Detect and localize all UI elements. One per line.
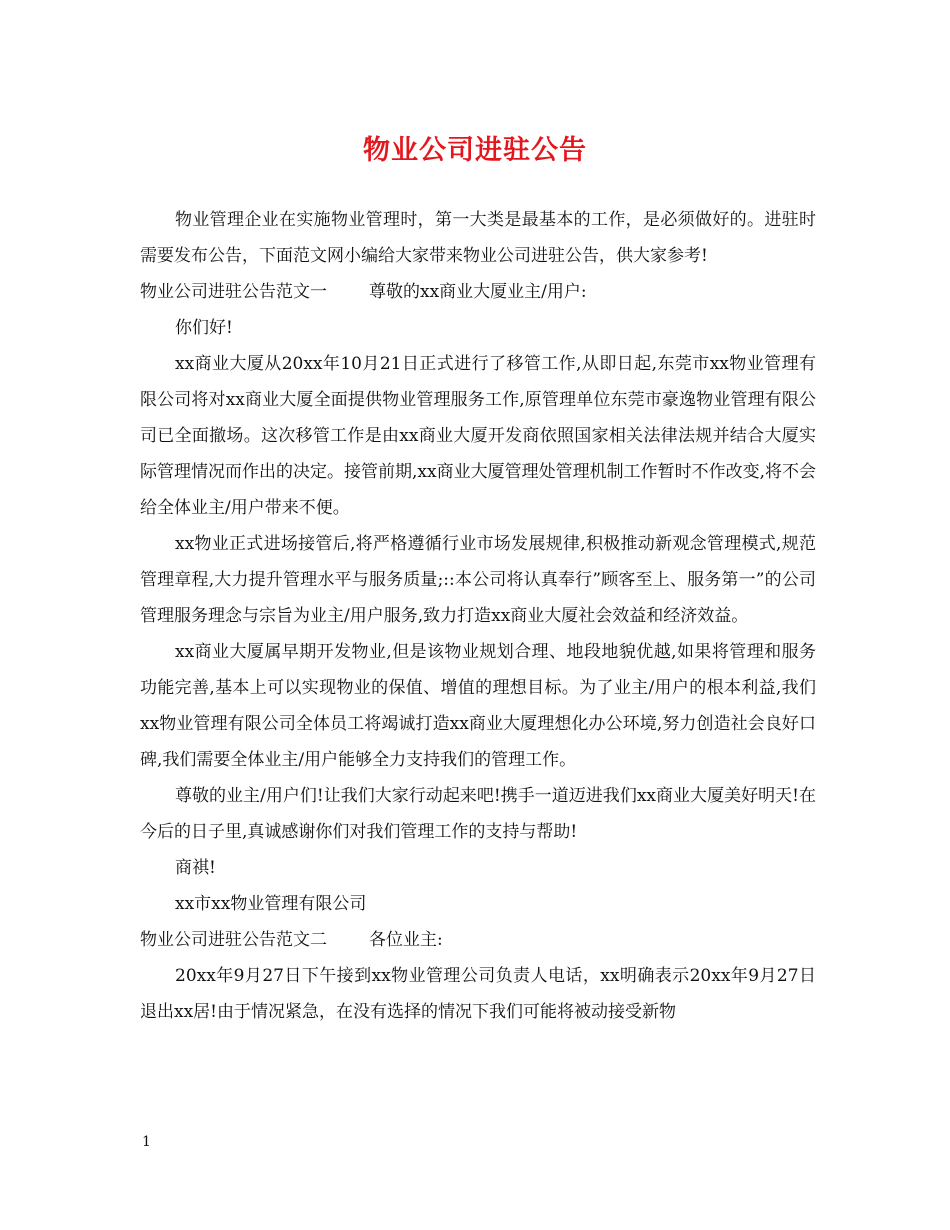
page-number: 1 (142, 1134, 151, 1150)
document-body (140, 202, 816, 1030)
intro-paragraph: 物业管理企业在实施物业管理时，第一大类是最基本的工作，是必须做好的。进驻时需要发布公告，下面范文网小编给大家带来物业公司进驻公告，供大家参考! (140, 210, 816, 266)
sample2-heading-line (140, 922, 816, 958)
sample1-paragraph-1: xx商业大厦从20xx年10月21日正式进行了移管工作,从即日起,东莞市xx物业管理有限公司将对xx商业大厦全面提供物业管理服务工作,原管理单位东莞市豪逸物业管理有限公司已全面撤场。这次移管工作是由xx商业大厦开发商依照国家相关法律法规并结合大厦实际管理情况而作出的决定。接管前期,xx商业大厦管理处管理机制工作暂时不作改变,将不会给全体业主/用户带来不便。 (140, 354, 816, 518)
sample1-paragraph-2: xx物业正式进场接管后,将严格遵循行业市场发展规律,积极推动新观念管理模式,规范管理章程,大力提升管理水平与服务质量;::本公司将认真奉行”顾客至上、服务第一”的公司管理服务理念与宗旨为业主/用户服务,致力打造xx商业大厦社会效益和经济效益。 (140, 534, 816, 626)
greeting: 你们好! (175, 318, 233, 338)
sample2-label: 物业公司进驻公告范文二 (140, 930, 327, 950)
closing: 商祺! (175, 858, 216, 878)
sample2-salutation: 各位业主: (369, 930, 443, 950)
signature: xx市xx物业管理有限公司 (175, 894, 367, 914)
sample1-paragraph-3: xx商业大厦属早期开发物业,但是该物业规划合理、地段地貌优越,如果将管理和服务功能完善,基本上可以实现物业的保值、增值的理想目标。为了业主/用户的根本利益,我们xx物业管理有限公司全体员工将竭诚打造xx商业大厦理想化办公环境,努力创造社会良好口碑,我们需要全体业主/用户能够全力支持我们的管理工作。 (140, 642, 816, 770)
sample1-salutation: 尊敬的xx商业大厦业主/用户: (369, 282, 587, 302)
sample1-paragraph-4: 尊敬的业主/用户们!让我们大家行动起来吧!携手一道迈进我们xx商业大厦美好明天!在今后的日子里,真诚感谢你们对我们管理工作的支持与帮助! (140, 786, 816, 842)
sample1-label: 物业公司进驻公告范文一 (140, 282, 327, 302)
sample2-paragraph-1: 20xx年9月27日下午接到xx物业管理公司负责人电话，xx明确表示20xx年9月27日退出xx居!由于情况紧急，在没有选择的情况下我们可能将被动接受新物 (140, 966, 816, 1022)
document-title: 物业公司进驻公告 (363, 135, 587, 166)
sample1-heading-line (140, 274, 816, 310)
